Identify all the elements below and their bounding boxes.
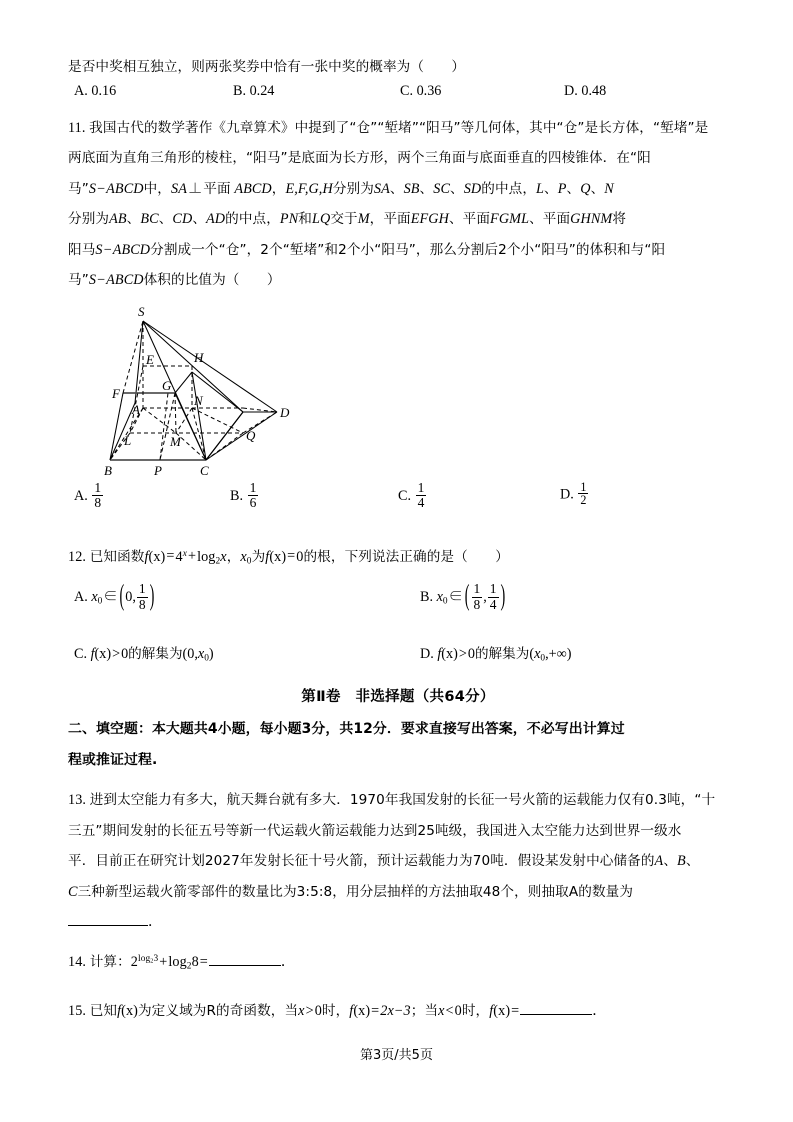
q12-stem: 12. 已知函数$f(x)=4^x+\log_2x$，$x_0$为f(x)=0的根，下列说法正确的是（ ） xyxy=(68,548,509,566)
paren-open: ( xyxy=(464,580,470,614)
q15-stem: 15. 已知f(x)为定义域为R的奇函数，当x>0时，f(x)=2x−3；当x<0时，f(x)= ． xyxy=(68,1002,607,1019)
q11-line-1: 11. 我国古代的数学著作《九章算术》中提到了“仓”“堑堵”“阳马”等几何体，其中“仓”是长方体，“堑堵”是 xyxy=(68,119,709,136)
q12-option-c[interactable]: C. f(x)>0的解集为$(0,x_0)$ xyxy=(74,646,214,665)
q12-option-b[interactable]: B. $x_0\in$ ( $\frac{1}{8}$ , $\frac{1}{4}$ ) xyxy=(420,582,506,612)
q10-options xyxy=(68,83,728,113)
section-2-title: 第Ⅱ卷 非选择题（共64分） xyxy=(301,689,495,706)
label-G: G xyxy=(162,377,172,393)
section-2-instruction-line-1: 二、填空题：本大题共4小题，每小题3分，共12分．要求直接写出答案，不必写出计算过 xyxy=(68,721,625,738)
label-B: B xyxy=(104,462,112,478)
q11-option-a[interactable]: A. $\frac{1}{8}$ xyxy=(74,479,102,510)
q12-option-d[interactable]: D. f(x)>0的解集为$(x_0,+\infty)$ xyxy=(420,646,572,665)
label-H: H xyxy=(194,349,204,365)
q11-line-3: 马”S−ABCD中，SA⊥平面 ABCD，E,F,G,H分别为SA、SB、SC、SD的中点，L、P、Q、N xyxy=(68,180,614,197)
page-content xyxy=(68,52,728,1026)
page-footer: 第3页/共5页 xyxy=(360,1048,433,1063)
yangma-solid-diagram xyxy=(88,300,348,480)
fraction: $\frac{1}{8}$ xyxy=(94,479,102,510)
q15-answer-blank[interactable] xyxy=(520,1014,592,1015)
section-2-instruction-line-2: 程或推证过程. xyxy=(68,751,158,768)
q12-option-a[interactable]: A. $x_0\in$ (0, $\frac{1}{8}$ ) xyxy=(74,582,155,612)
label-M: M xyxy=(170,433,181,449)
fraction: $\frac{1}{4}$ xyxy=(417,479,425,510)
q12-options-row-1 xyxy=(68,582,728,628)
q11-line-2: 两底面为直角三角形的棱柱，“阳马”是底面为长方形，两个三角面与底面垂直的四棱锥体．在“阳 xyxy=(68,150,651,166)
q10-option-d[interactable]: D. 0.48 xyxy=(564,82,607,99)
fraction: $\frac{1}{4}$ xyxy=(489,581,497,612)
label-E: E xyxy=(146,351,154,367)
q12-options-row-2 xyxy=(68,642,728,674)
label-F: F xyxy=(112,385,120,401)
fraction: $\frac{1}{6}$ xyxy=(249,479,257,510)
q13-line-3: 平．目前正在研究计划2027年发射长征十号火箭，预计运载能力为70吨．假设某发射中心储备的A、B、 xyxy=(68,853,700,870)
q11-option-d[interactable]: D. $\frac{1}{2}$ xyxy=(560,479,587,508)
label-S: S xyxy=(138,303,145,319)
paren-close: ) xyxy=(500,580,506,614)
q11-option-c[interactable]: C. $\frac{1}{4}$ xyxy=(398,479,425,510)
fraction: $\frac{1}{8}$ xyxy=(138,581,146,612)
exponent: log23 xyxy=(138,953,159,965)
q10-option-b[interactable]: B. 0.24 xyxy=(233,82,275,99)
label-N: N xyxy=(194,392,203,408)
paren-close: ) xyxy=(149,580,155,614)
q13-answer-line: ． xyxy=(68,907,728,938)
q11-line-6: 马”S−ABCD体积的比值为（ ） xyxy=(68,272,281,288)
q13-line-1: 13. 进到太空能力有多大，航天舞台就有多大．1970年我国发射的长征一号火箭的运载能力仅有0.3吨，“十 xyxy=(68,792,716,809)
q13-answer-blank[interactable] xyxy=(68,925,148,926)
label-P: P xyxy=(154,462,162,478)
q14-answer-blank[interactable] xyxy=(209,965,281,966)
q11-options xyxy=(68,479,728,529)
label-Q: Q xyxy=(246,427,256,443)
fraction: $\frac{1}{2}$ xyxy=(580,479,587,508)
paren-open: ( xyxy=(119,580,125,614)
label-D: D xyxy=(280,404,290,420)
label-C: C xyxy=(200,462,209,478)
q10-stem: 是否中奖相互独立，则两张奖券中恰有一张中奖的概率为（ ） xyxy=(68,59,466,75)
q11-line-4: 分别为AB、BC、CD、AD的中点，PN和LQ交于M，平面EFGH、平面FGML、平面GHNM将 xyxy=(68,211,627,227)
q11-option-b[interactable]: B. $\frac{1}{6}$ xyxy=(230,479,257,510)
q13-line-2: 三五”期间发射的长征五号等新一代运载火箭运载能力达到25吨级，我国进入太空能力达到世界一级水 xyxy=(68,822,682,839)
q13-line-4: C三种新型运载火箭零部件的数量比为3:5:8，用分层抽样的方法抽取48个，则抽取A的数量为 xyxy=(68,883,634,900)
q14-stem: 14. 计算：$2^{log_23}+\log_28=$ ． xyxy=(68,953,296,972)
fraction: $\frac{1}{8}$ xyxy=(473,581,481,612)
label-L: L xyxy=(124,432,132,448)
q10-option-c[interactable]: C. 0.36 xyxy=(400,82,442,99)
label-A: A xyxy=(132,401,140,417)
q10-option-a[interactable]: A. 0.16 xyxy=(74,82,117,99)
q11-line-5: 阳马S−ABCD分割成一个“仓”，2个“堑堵”和2个小“阳马”，那么分割后2个小“阳马”的体积和与“阳 xyxy=(68,241,666,258)
q11-figure-container xyxy=(68,300,728,485)
